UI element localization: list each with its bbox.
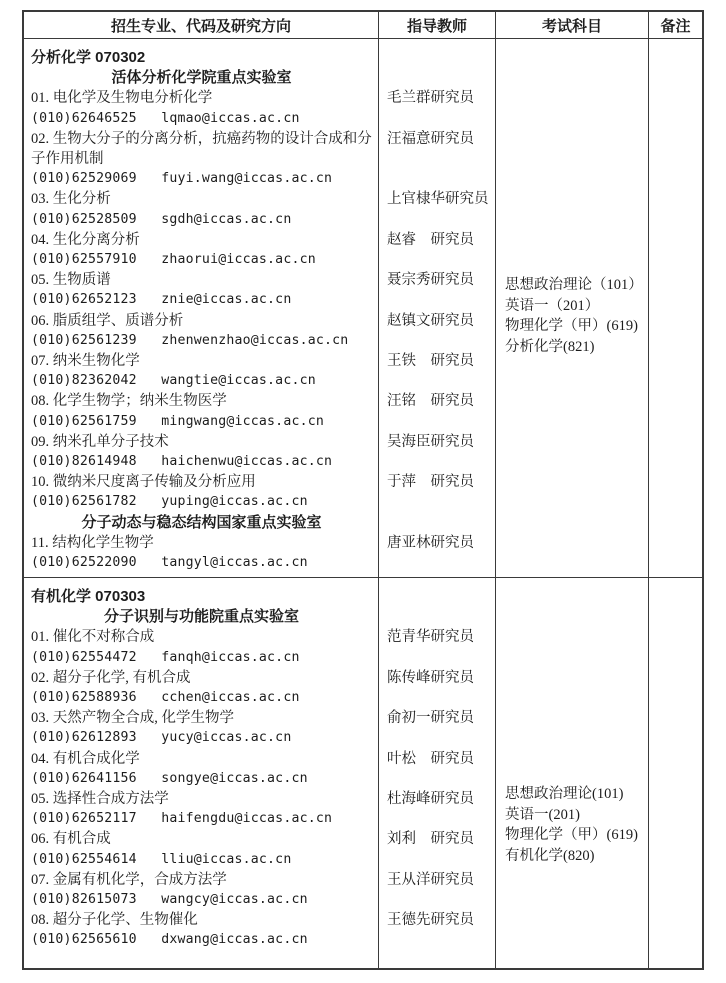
direction-row bbox=[24, 230, 496, 270]
column-divider bbox=[495, 39, 496, 577]
section-title: 分析化学 070302 bbox=[31, 49, 146, 66]
header-exam-column: 考试科目 bbox=[496, 12, 649, 38]
direction-contact: (010)62641156 songye@iccas.ac.cn bbox=[31, 770, 308, 786]
direction-row bbox=[24, 391, 496, 431]
advisor-name: 俞初一研究员 bbox=[387, 710, 474, 727]
direction-row bbox=[24, 432, 496, 472]
direction-topic: 04. 生化分离分析 bbox=[31, 231, 140, 248]
direction-topic: 08. 化学生物学；纳米生物医学 bbox=[31, 393, 227, 410]
direction-contact: (010)62528509 sgdh@iccas.ac.cn bbox=[31, 211, 292, 227]
direction-row bbox=[24, 533, 496, 573]
advisor-name: 赵睿 研究员 bbox=[387, 231, 474, 248]
direction-info bbox=[24, 829, 379, 869]
direction-contact: (010)62652123 znie@iccas.ac.cn bbox=[31, 292, 292, 308]
advisor-name: 王从洋研究员 bbox=[387, 871, 474, 888]
direction-topic: 01. 催化不对称合成 bbox=[31, 629, 155, 646]
note-cell bbox=[649, 39, 702, 577]
table-sections bbox=[24, 39, 702, 968]
advisor-cell bbox=[379, 829, 496, 869]
direction-row bbox=[24, 829, 496, 869]
direction-topic: 02. 超分子化学, 有机合成 bbox=[31, 669, 191, 686]
advisor-name: 赵镇文研究员 bbox=[387, 312, 474, 329]
advisor-cell bbox=[379, 432, 496, 472]
direction-topic: 02. 生物大分子的分离分析，抗癌药物的设计合成和分子作用机制 bbox=[31, 130, 372, 168]
directions-column bbox=[24, 39, 496, 577]
direction-contact: (010)62652117 haifengdu@iccas.ac.cn bbox=[31, 811, 333, 827]
direction-row bbox=[24, 749, 496, 789]
advisor-cell bbox=[379, 472, 496, 512]
column-divider bbox=[495, 578, 496, 968]
direction-info bbox=[24, 129, 379, 190]
admissions-table bbox=[22, 10, 704, 970]
advisor-name: 范青华研究员 bbox=[387, 629, 474, 646]
advisor-cell bbox=[379, 533, 496, 573]
advisor-cell bbox=[379, 311, 496, 351]
exam-subjects-cell bbox=[496, 39, 649, 577]
advisor-name: 陈传峰研究员 bbox=[387, 669, 474, 686]
exam-subject: 英语一（201） bbox=[505, 297, 600, 314]
exam-subjects-cell bbox=[496, 578, 649, 968]
exam-subject: 分析化学(821) bbox=[505, 338, 595, 355]
exam-subject: 英语一(201) bbox=[505, 806, 580, 823]
advisor-name: 聂宗秀研究员 bbox=[387, 272, 474, 289]
advisor-cell bbox=[379, 230, 496, 270]
direction-row bbox=[24, 88, 496, 128]
exam-subject: 物理化学（甲）(619) bbox=[505, 827, 638, 844]
specialty-section bbox=[24, 578, 702, 968]
column-divider bbox=[378, 39, 379, 577]
direction-topic: 11. 结构化学生物学 bbox=[31, 534, 154, 551]
direction-topic: 01. 电化学及生物电分析化学 bbox=[31, 90, 213, 107]
direction-contact: (010)62522090 tangyl@iccas.ac.cn bbox=[31, 555, 308, 571]
direction-contact: (010)62612893 yucy@iccas.ac.cn bbox=[31, 730, 292, 746]
specialty-section bbox=[24, 39, 702, 578]
direction-contact: (010)62529069 fuyi.wang@iccas.ac.cn bbox=[31, 171, 333, 187]
advisor-name: 唐亚林研究员 bbox=[387, 534, 474, 551]
direction-row bbox=[24, 129, 496, 190]
direction-info bbox=[24, 311, 379, 351]
direction-row bbox=[24, 668, 496, 708]
direction-contact: (010)62588936 cchen@iccas.ac.cn bbox=[31, 690, 300, 706]
direction-info bbox=[24, 749, 379, 789]
direction-contact: (010)62565610 dxwang@iccas.ac.cn bbox=[31, 932, 308, 948]
direction-row bbox=[24, 789, 496, 829]
direction-contact: (010)82362042 wangtie@iccas.ac.cn bbox=[31, 373, 316, 389]
direction-info bbox=[24, 230, 379, 270]
direction-topic: 07. 金属有机化学，合成方法学 bbox=[31, 871, 227, 888]
direction-info bbox=[24, 472, 379, 512]
directions-column bbox=[24, 578, 496, 968]
direction-contact: (010)62646525 lqmao@iccas.ac.cn bbox=[31, 110, 300, 126]
note-cell bbox=[649, 578, 702, 968]
direction-topic: 06. 有机合成 bbox=[31, 831, 111, 848]
direction-contact: (010)62561759 mingwang@iccas.ac.cn bbox=[31, 413, 325, 429]
advisor-name: 王铁 研究员 bbox=[387, 353, 474, 370]
direction-row bbox=[24, 189, 496, 229]
advisor-name: 汪福意研究员 bbox=[387, 130, 474, 147]
advisor-name: 吴海臣研究员 bbox=[387, 433, 474, 450]
advisor-cell bbox=[379, 708, 496, 748]
advisor-cell bbox=[379, 129, 496, 190]
header-note-column: 备注 bbox=[660, 17, 691, 35]
direction-topic: 05. 生物质谱 bbox=[31, 272, 111, 289]
direction-info bbox=[24, 432, 379, 472]
exam-subject: 思想政治理论(101) bbox=[505, 786, 624, 802]
direction-row bbox=[24, 351, 496, 391]
lab-title: 分子动态与稳态结构国家重点实验室 bbox=[81, 513, 322, 531]
direction-contact: (010)82614948 haichenwu@iccas.ac.cn bbox=[31, 454, 333, 470]
advisor-cell bbox=[379, 668, 496, 708]
direction-info bbox=[24, 189, 379, 229]
direction-row bbox=[24, 311, 496, 351]
direction-contact: (010)62561782 yuping@iccas.ac.cn bbox=[31, 494, 308, 510]
direction-topic: 05. 选择性合成方法学 bbox=[31, 791, 169, 808]
direction-topic: 04. 有机合成化学 bbox=[31, 750, 140, 767]
section-title: 有机化学 070303 bbox=[31, 588, 146, 605]
advisor-name: 上官棣华研究员 bbox=[387, 191, 489, 208]
column-divider bbox=[378, 578, 379, 968]
exam-subject: 物理化学（甲）(619) bbox=[505, 318, 638, 335]
lab-title: 分子识别与功能院重点实验室 bbox=[103, 608, 299, 626]
direction-contact: (010)62557910 zhaorui@iccas.ac.cn bbox=[31, 252, 316, 268]
direction-contact: (010)62561239 zhenwenzhao@iccas.ac.cn bbox=[31, 332, 349, 348]
direction-topic: 06. 脂质组学、质谱分析 bbox=[31, 312, 184, 329]
advisor-name: 汪铭 研究员 bbox=[387, 393, 474, 410]
direction-row bbox=[24, 627, 496, 667]
direction-info bbox=[24, 391, 379, 431]
direction-topic: 10. 微纳米尺度离子传输及分析应用 bbox=[31, 474, 256, 491]
direction-info bbox=[24, 533, 379, 573]
advisor-name: 杜海峰研究员 bbox=[387, 791, 474, 808]
direction-topic: 07. 纳米生物化学 bbox=[31, 353, 140, 370]
advisor-name: 刘利 研究员 bbox=[387, 831, 474, 848]
advisor-cell bbox=[379, 870, 496, 910]
advisor-cell bbox=[379, 351, 496, 391]
direction-row bbox=[24, 870, 496, 910]
direction-info bbox=[24, 627, 379, 667]
direction-contact: (010)62554614 lliu@iccas.ac.cn bbox=[31, 851, 292, 867]
direction-topic: 08. 超分子化学、生物催化 bbox=[31, 912, 198, 929]
column-divider bbox=[648, 39, 649, 577]
lab-title: 活体分析化学院重点实验室 bbox=[111, 69, 292, 87]
advisor-cell bbox=[379, 749, 496, 789]
header-advisor-column: 指导教师 bbox=[379, 12, 496, 38]
direction-topic: 03. 生化分析 bbox=[31, 191, 111, 208]
column-divider bbox=[648, 578, 649, 968]
direction-contact: (010)62554472 fanqh@iccas.ac.cn bbox=[31, 649, 300, 665]
direction-topic: 03. 天然产物全合成, 化学生物学 bbox=[31, 710, 234, 727]
direction-row bbox=[24, 270, 496, 310]
direction-row bbox=[24, 472, 496, 512]
advisor-cell bbox=[379, 910, 496, 950]
direction-info bbox=[24, 270, 379, 310]
advisor-cell bbox=[379, 789, 496, 829]
advisor-cell bbox=[379, 627, 496, 667]
exam-subject: 有机化学(820) bbox=[505, 847, 595, 864]
direction-topic: 09. 纳米孔单分子技术 bbox=[31, 433, 169, 450]
advisor-cell bbox=[379, 189, 496, 229]
direction-info bbox=[24, 708, 379, 748]
direction-info bbox=[24, 910, 379, 950]
advisor-cell bbox=[379, 88, 496, 128]
direction-info bbox=[24, 88, 379, 128]
advisor-cell bbox=[379, 270, 496, 310]
direction-contact: (010)82615073 wangcy@iccas.ac.cn bbox=[31, 892, 308, 908]
advisor-name: 毛兰群研究员 bbox=[387, 90, 474, 107]
advisor-name: 于萍 研究员 bbox=[387, 474, 474, 491]
advisor-name: 叶松 研究员 bbox=[387, 750, 474, 767]
advisor-name: 王德先研究员 bbox=[387, 912, 474, 929]
direction-row bbox=[24, 910, 496, 950]
direction-info bbox=[24, 668, 379, 708]
direction-info bbox=[24, 351, 379, 391]
direction-info bbox=[24, 870, 379, 910]
direction-row bbox=[24, 708, 496, 748]
direction-info bbox=[24, 789, 379, 829]
table-header-row bbox=[24, 12, 702, 39]
header-specialty-column: 招生专业、代码及研究方向 bbox=[24, 12, 379, 38]
advisor-cell bbox=[379, 391, 496, 431]
exam-subject: 思想政治理论（101） bbox=[505, 277, 643, 293]
